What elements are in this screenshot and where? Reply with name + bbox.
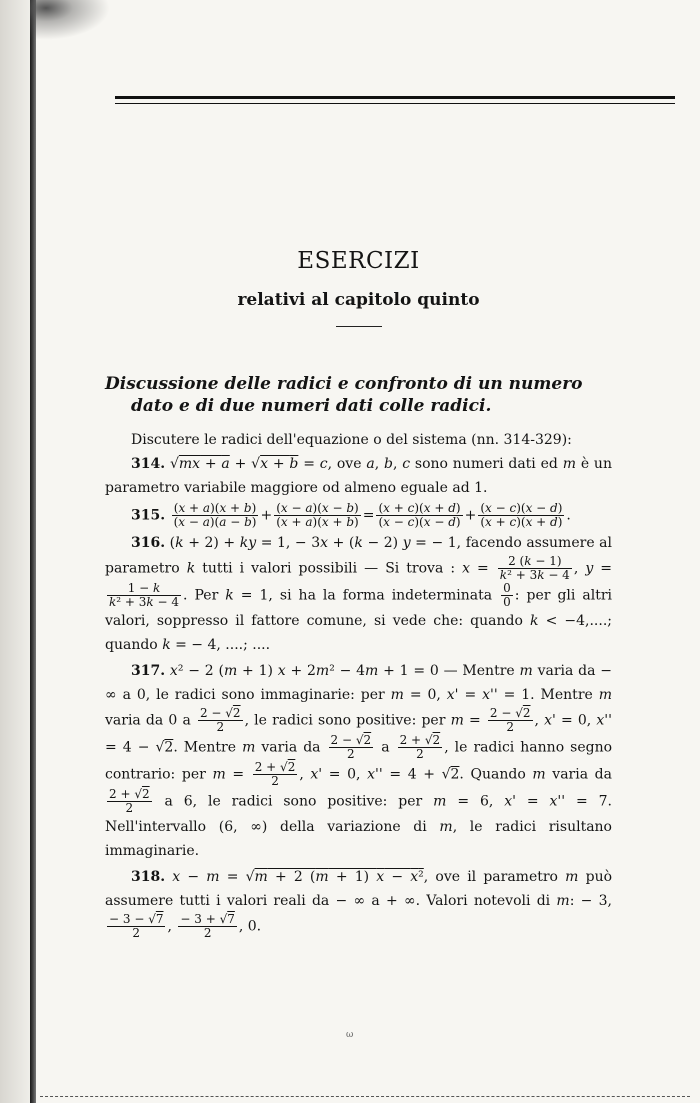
corner-smudge [30,0,110,40]
header-rule-thick [115,96,675,99]
exercise-number: 315. [131,507,166,524]
page-content [105,248,612,940]
page-mark: ω [346,1030,354,1040]
exercise-number: 316. [131,535,166,551]
title-divider [336,326,382,327]
exercise-317: 317. x² − 2 (m + 1) x + 2m² − 4m + 1 = 0 — Mentre m varia da − ∞ a 0, le radici sono immaginarie: per m = 0, x' = x'' = 1. Mentre m varia da 0 a $\frac{2 - √2}{2}$ , le radici sono positive: per m = $\frac{2 - √2}{2}$ , x' = 0, x'' = 4 − √2. Mentre m varia da $\frac{2 - √2}{2}$ a $\frac{2 + √2}{2}$ , le radici hanno segno contrario: per m = $\frac{2 + √2}{2}$ , x' = 0, x'' = 4 + √2. Quando m varia da $\frac{2 + √2}{2}$ a 6, le radici sono positive: per m = 6, x' = x'' = 7. Nell'intervallo (6, ∞) della variazione di m, le radici risultano immaginarie. [105,663,613,859]
exercise-315: 315. $\frac{(x + a)(x + b)}{(x - a)(a - b)}$ + $\frac{(x - a)(x - b)}{(x + a)(x + b)}$ = $\frac{(x + c)(x + d)}{(x - c)(x - d)}$ + $\frac{(x - c)(x - d)}{(x + c)(x + d)}$ . [131,501,571,529]
page-gutter [0,0,30,1103]
bottom-edge [40,1096,690,1097]
page-title: ESERCIZI [297,248,420,274]
exercise-314: 314. √mx + a + √x + b = c, ove a, b, c sono numeri dati ed m è un parametro variabile maggiore od almeno eguale ad 1. [105,456,612,496]
exercise-number: 317. [131,663,166,679]
section-heading [105,373,612,417]
exercise-number: 318. [131,869,166,885]
section-heading-line2: dato e di due numeri dati colle radici. [131,396,492,416]
page-subtitle: relativi al capitolo quinto [237,290,480,310]
book-spine [30,0,36,1103]
exercise-318: 318. x − m = √m + 2 (m + 1) x − x², ove il parametro m può assumere tutti i valori reali da − ∞ a + ∞. Valori notevoli di m: − 3, $\frac{- 3 - √7}{2}$ , $\frac{- 3 + √7}{2}$ , 0. [105,869,613,940]
section-intro: Discutere le radici dell'equazione o del sistema (nn. 314-329): [131,432,572,448]
section-heading-line1: Discussione delle radici e confronto di un numero [105,374,583,394]
exercise-number: 314. [131,456,166,472]
header-rule-thin [115,103,675,104]
exercise-316: 316. (k + 2) + ky = 1, − 3x + (k − 2) y = − 1, facendo assumere al parametro k tutti i valori possibili — Si trova : x = $\frac{2 (k - 1)}{\text{k² + 3k − 4}}$ , y = $\frac{1 - k}{\text{k² + 3k − 4}}$ . Per k = 1, si ha la forma indeterminata $\frac{0}{0}$ : per gli altri valori, soppresso il fattore comune, si vede che: quando k < −4,....; quando k = − 4, ....; .... [105,535,613,653]
